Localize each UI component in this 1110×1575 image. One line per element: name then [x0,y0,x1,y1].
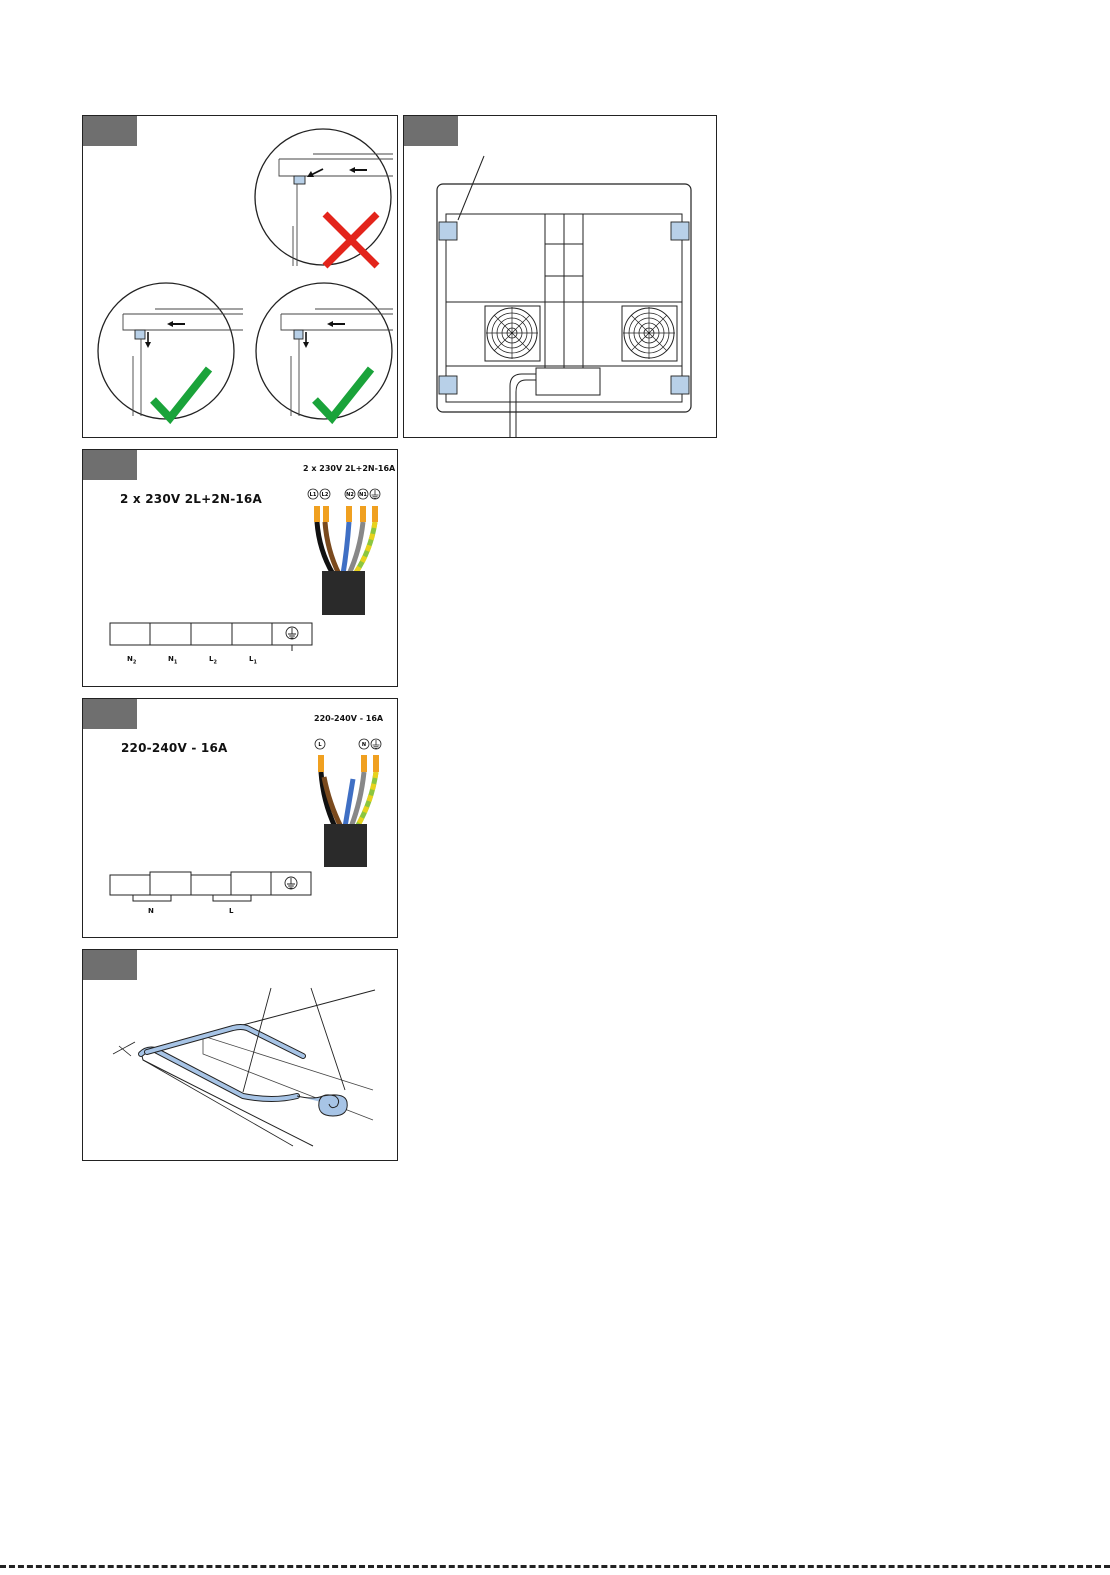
hob-underside-illustration [404,116,717,438]
fan-icon [485,306,540,361]
wire-tag: L2 [321,492,329,498]
terminal-label-l1: $L_1$ [249,655,257,666]
figure-panel-5 [82,949,398,1161]
wiring-small-title: 220-240V - 16A [314,714,384,723]
terminal-label-n1: $N_1$ [168,655,178,666]
figure-panel-1 [82,115,398,438]
terminal-label-n2: $N_2$ [127,655,137,666]
page-bottom-border [0,1565,1110,1568]
detail-circle-wrong [255,129,393,266]
wiring-diagram-2l2n [83,450,398,687]
terminal-label-n: N [148,907,154,915]
figure-panel-3 [82,449,398,687]
figure-panel-2 [403,115,717,438]
earth-icon [371,739,381,749]
detail-circle-correct-1 [98,283,243,419]
seal-roll [297,1095,347,1116]
wire-tag: L [318,742,322,748]
detail-circle-correct-2 [256,283,393,419]
earth-icon [286,627,298,639]
terminal-label-l: L [229,907,234,915]
terminal-block [110,872,311,901]
seal-strip-illustration [83,950,398,1161]
terminal-block [110,623,312,651]
terminal-label-l2: $L_2$ [209,655,217,666]
wire-tag: N2 [346,492,354,498]
wiring-small-title: 2 x 230V 2L+2N-16A [303,464,396,473]
earth-icon [285,877,297,889]
wire-tag: N [361,742,367,748]
wire-tag: N1 [359,492,367,498]
wiring-diagram-1phase [83,699,398,938]
clamp-mounting-illustration [83,116,398,438]
earth-icon [370,489,380,499]
wiring-title: 2 x 230V 2L+2N-16A [120,492,262,506]
fan-icon [622,306,677,361]
figure-panel-4 [82,698,398,938]
wiring-title: 220-240V - 16A [121,741,228,755]
wire-tag: L1 [309,492,317,498]
